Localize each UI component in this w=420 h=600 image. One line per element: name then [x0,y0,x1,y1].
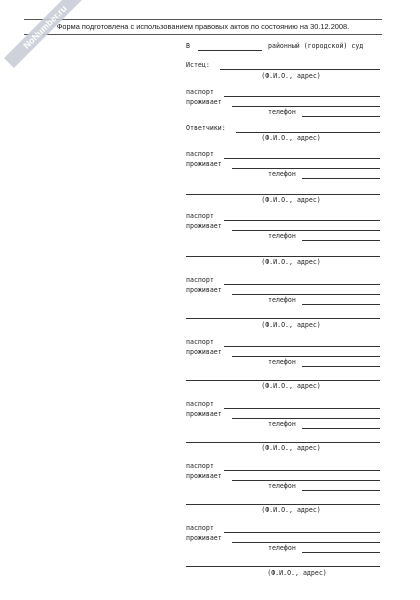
address-field[interactable] [232,106,380,107]
fio-address-hint: (Ф.И.О., адрес) [261,258,321,266]
phone-label: телефон [268,482,296,490]
passport-field[interactable] [224,408,380,409]
fio-address-hint: (Ф.И.О., адрес) [261,444,321,452]
address-field[interactable] [232,542,380,543]
header-rule-top [24,19,382,20]
address-field[interactable] [232,230,380,231]
fio-address-hint: (Ф.И.О., адрес) [261,506,321,514]
header-rule-bottom [24,34,382,35]
court-name-field[interactable] [198,50,262,51]
lives-label: проживает [186,222,222,230]
fio-address-hint: (Ф.И.О., адрес) [261,134,321,142]
passport-label: паспорт [186,212,214,220]
phone-field[interactable] [302,116,380,117]
lives-label: проживает [186,98,222,106]
address-field[interactable] [232,418,380,419]
address-field[interactable] [232,294,380,295]
phone-field[interactable] [302,178,380,179]
passport-field[interactable] [224,470,380,471]
fio-address-hint: (Ф.И.О., адрес) [267,569,327,577]
lives-label: проживает [186,286,222,294]
passport-field[interactable] [224,158,380,159]
defendant-4-name-field[interactable] [186,318,380,319]
phone-label: телефон [268,296,296,304]
header-note: Форма подготовлена с использованием правовых актов по состоянию на 30.12.2008. [56,22,350,31]
address-field[interactable] [232,480,380,481]
lives-label: проживает [186,472,222,480]
phone-label: телефон [268,232,296,240]
phone-field[interactable] [302,240,380,241]
defendant-1-name-field[interactable] [236,132,380,133]
court-prefix: В [186,42,190,50]
phone-label: телефон [268,170,296,178]
phone-field[interactable] [302,304,380,305]
court-suffix: районный (городской) суд [268,42,364,50]
passport-label: паспорт [186,462,214,470]
address-field[interactable] [232,356,380,357]
lives-label: проживает [186,534,222,542]
phone-label: телефон [268,544,296,552]
plaintiff-name-field[interactable] [220,69,380,70]
phone-field[interactable] [302,490,380,491]
defendant-3-name-field[interactable] [186,256,380,257]
phone-label: телефон [268,108,296,116]
phone-field[interactable] [302,366,380,367]
defendant-2-name-field[interactable] [186,194,380,195]
fio-address-hint: (Ф.И.О., адрес) [261,72,321,80]
lives-label: проживает [186,410,222,418]
passport-label: паспорт [186,276,214,284]
defendant-5-name-field[interactable] [186,380,380,381]
fio-address-hint: (Ф.И.О., адрес) [261,321,321,329]
passport-label: паспорт [186,338,214,346]
fio-address-hint: (Ф.И.О., адрес) [261,382,321,390]
passport-field[interactable] [224,96,380,97]
defendants-label: Ответчики: [186,124,226,132]
passport-field[interactable] [224,220,380,221]
phone-field[interactable] [302,428,380,429]
phone-label: телефон [268,420,296,428]
passport-label: паспорт [186,524,214,532]
watermark-logo: NoNumber.ru [4,0,86,68]
plaintiff-label: Истец: [186,61,210,69]
phone-label: телефон [268,358,296,366]
passport-label: паспорт [186,88,214,96]
defendant-7-name-field[interactable] [186,504,380,505]
defendant-8-name-field[interactable] [186,566,380,567]
passport-label: паспорт [186,400,214,408]
address-field[interactable] [232,168,380,169]
defendant-6-name-field[interactable] [186,442,380,443]
phone-field[interactable] [302,552,380,553]
passport-field[interactable] [224,532,380,533]
lives-label: проживает [186,160,222,168]
fio-address-hint: (Ф.И.О., адрес) [261,196,321,204]
passport-field[interactable] [224,346,380,347]
lives-label: проживает [186,348,222,356]
passport-label: паспорт [186,150,214,158]
passport-field[interactable] [224,284,380,285]
